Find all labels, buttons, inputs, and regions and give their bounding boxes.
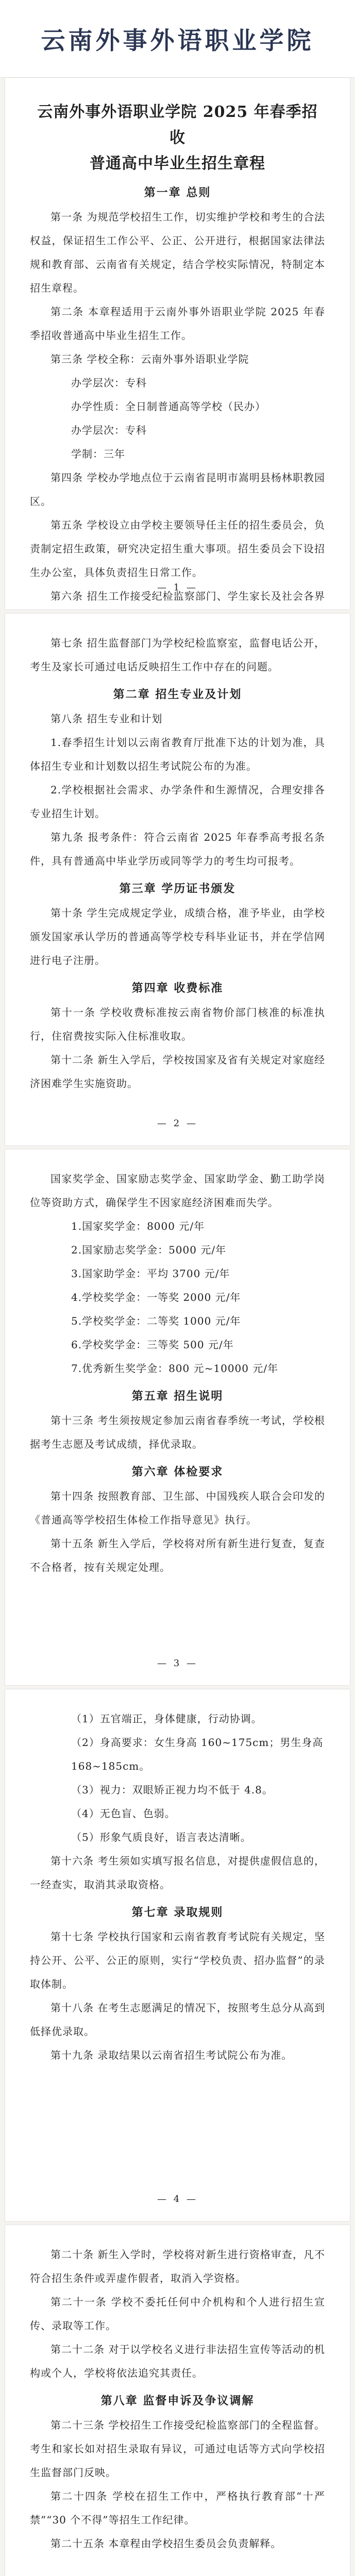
page-content [30,184,325,632]
document-page-2 [5,614,350,1145]
document-page-4 [5,1689,350,2221]
chapter-heading: 第二章 招生专业及计划 [113,688,242,701]
list-item: 1.国家奖学金：8000 元/年 [71,1220,205,1232]
chapter-heading: 第六章 体检要求 [131,1465,224,1479]
chapter-heading: 第八章 监督申诉及争议调解 [100,2394,255,2408]
paragraph: 第十二条 新生入学后，学校按国家及省有关规定对家庭经济困难学生实施资助。 [30,1054,325,1090]
list-item: （3）视力：双眼矫正视力均不低于 4.8。 [71,1784,273,1796]
paragraph: 第九条 报考条件：符合云南省 2025 年春季高考报名条件，具有普通高中毕业学历或同等学力的考生均可报考。 [30,831,325,867]
list-item: 2.国家励志奖学金：5000 元/年 [71,1244,227,1256]
paragraph: 第四条 学校办学地点位于云南省昆明市嵩明县杨林职教园区。 [30,471,325,507]
paragraph: 第二十五条 本章程由学校招生委员会负责解释。 [50,2537,282,2550]
paragraph: 1.春季招生计划以云南省教育厅批准下达的计划为准，具体招生专业和计划数以招生考试院公布的为准。 [30,736,325,772]
list-item: 3.国家助学金：平均 3700 元/年 [71,1267,230,1280]
list-item: 4.学校奖学金：一等奖 2000 元/年 [71,1291,241,1303]
paragraph: 第十一条 学校收费标准按云南省物价部门核准的标准执行，住宿费按实际入住标准收取。 [30,1006,325,1042]
paragraph: 第一条 为规范学校招生工作，切实维护学校和考生的合法权益，保证招生工作公平、公正、公开进行，根据国家法律法规和教育部、云南省有关规定，结合学校实际情况，特制定本招生章程。 [30,211,325,294]
paragraph: 国家奖学金、国家励志奖学金、国家助学金、勤工助学岗位等资助方式，确保学生不因家庭经济困难而失学。 [30,1173,325,1209]
paragraph: 第十四条 按照教育部、卫生部、中国残疾人联合会印发的《普通高等学校招生体检工作指导意见》执行。 [30,1490,325,1526]
paragraph: 第十九条 录取结果以云南省招生考试院公布为准。 [50,2049,293,2061]
paragraph: 第二十二条 对于以学校名义进行非法招生宣传等活动的机构或个人，学校将依法追究其责任。 [30,2343,325,2379]
paragraph: 2.学校根据社会需求、办学条件和生源情况，合理安排各专业招生计划。 [30,784,325,820]
document-page-3 [5,1149,350,1685]
page-content [30,631,325,1095]
paragraph: 第二十条 新生入学时，学校将对新生进行资格审查，凡不符合招生条件或弄虚作假者，取消入学资格。 [30,2248,325,2284]
paragraph: 第七条 招生监督部门为学校纪检监察室，监督电话公开，考生及家长可通过电话反映招生工作中存在的问题。 [30,637,325,673]
page-content [30,2243,325,2555]
document-page-5 [5,2225,350,2576]
paragraph: 第十六条 考生须如实填写报名信息，对提供虚假信息的，一经查实，取消其录取资格。 [30,1855,325,1891]
page-number: — 1 — [157,582,198,593]
page-content [30,1167,325,1579]
page-number: — 2 — [157,1118,198,1129]
banner-title: 云南外事外语职业学院 [41,26,314,55]
paragraph: 第二十三条 学校招生工作接受纪检监察部门的全程监督。考生和家长如对招生录取有异议，可通过电话等方式向学校招生监督部门反映。 [30,2419,325,2479]
paragraph: 第八条 招生专业和计划 [50,713,163,725]
document-title-line-2: 普通高中毕业生招生章程 [90,155,265,173]
paragraph: 第十八条 在考生志愿满足的情况下，按照考生总分从高到低择优录取。 [30,2002,325,2038]
document-page-1 [5,78,350,609]
list-item: 6.学校奖学金：三等奖 500 元/年 [71,1338,234,1351]
list-item: 办学性质：全日制普通高等学校（民办） [71,400,266,413]
paragraph: 第二十四条 学校在招生工作中，严格执行教育部“十严禁”“30 个不得”等招生工作纪律。 [30,2490,325,2526]
document-title-line-1: 云南外事外语职业学院 2025 年春季招收 [37,103,318,147]
list-item: 办学层次：专科 [71,377,147,389]
list-item: 办学层次：专科 [71,424,147,436]
paragraph: 第二十一条 学校不委托任何中介机构和个人进行招生宣传、录取等工作。 [30,2296,325,2332]
chapter-heading: 第四章 收费标准 [131,981,224,995]
list-item: （2）身高要求：女生身高 160~175cm；男生身高 168~185cm。 [71,1736,324,1772]
chapter-heading: 第五章 招生说明 [131,1389,224,1403]
page-content [30,1707,325,2067]
list-item: 7.优秀新生奖学金：800 元~10000 元/年 [71,1362,279,1375]
chapter-heading: 第三章 学历证书颁发 [119,882,236,895]
paragraph: 第十条 学生完成规定学业，成绩合格，准予毕业，由学校颁发国家承认学历的普通高等学校专科毕业证书，并在学信网进行电子注册。 [30,907,325,967]
paragraph: 第十三条 考生须按规定参加云南省春季统一考试，学校根据考生志愿及考试成绩，择优录取。 [30,1414,325,1450]
paragraph: 第二条 本章程适用于云南外事外语职业学院 2025 年春季招收普通高中毕业生招生工作。 [30,306,325,342]
paragraph: 第十五条 新生入学后，学校将对所有新生进行复查，复查不合格者，按有关规定处理。 [30,1537,325,1573]
paragraph: 第十七条 学校执行国家和云南省教育考试院有关规定，坚持公开、公平、公正的原则，实行“学校负责、招办监督”的录取体制。 [30,1930,325,1990]
banner [0,0,355,78]
page-number: — 3 — [157,1658,198,1669]
list-item: 5.学校奖学金：二等奖 1000 元/年 [71,1315,241,1327]
list-item: （4）无色盲、色弱。 [71,1807,176,1820]
chapter-heading: 第七章 录取规则 [131,1906,224,1919]
list-item: 学制：三年 [71,448,125,460]
list-item: （1）五官端正，身体健康，行动协调。 [71,1713,262,1725]
document-title [30,99,325,177]
paragraph: 第三条 学校全称：云南外事外语职业学院 [50,353,249,365]
list-item: （5）形象气质良好，语言表达清晰。 [71,1831,251,1843]
page-number: — 4 — [157,2194,198,2205]
paragraph: 第六条 招生工作接受纪检监察部门、学生家长及社会各界 [50,590,325,602]
paragraph: 第五条 学校设立由学校主要领导任主任的招生委员会，负责制定招生政策，研究决定招生重大事项。招生委员会下设招生办公室，具体负责招生日常工作。 [30,519,325,579]
chapter-heading: 第一章 总则 [144,186,211,199]
